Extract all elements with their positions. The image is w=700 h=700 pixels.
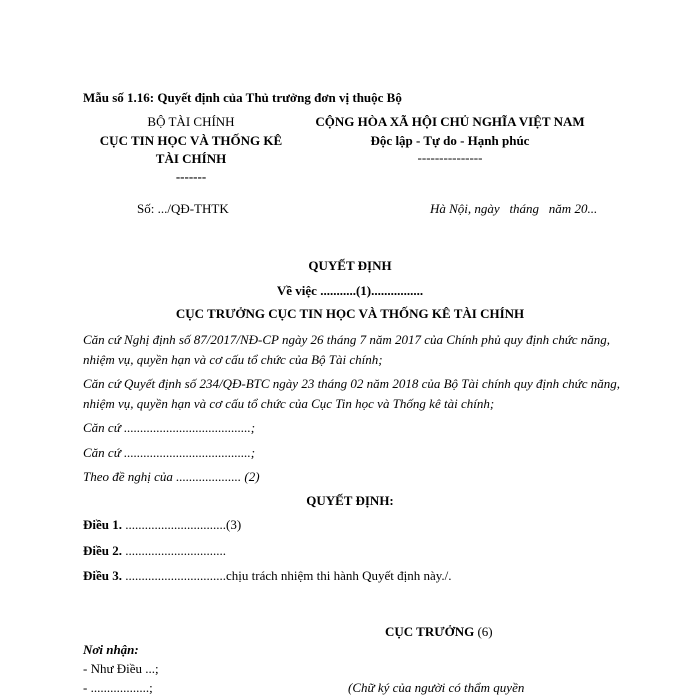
legal-basis: Căn cứ Quyết định số 234/QĐ-BTC ngày 23 tháng 02 năm 2018 của Bộ Tài chính quy định chức năng, nhiệm vụ, quyền hạn và cơ cấu tổ chức của Cục Tin học và Thống kê tài chính;: [83, 376, 621, 411]
left-separator: -------: [175, 169, 207, 184]
ministry-name: BỘ TÀI CHÍNH: [147, 114, 235, 129]
issuing-authority: CỤC TRƯỞNG CỤC TIN HỌC VÀ THỐNG KÊ TÀI CHÍNH: [175, 306, 525, 321]
signature-note: (Chữ ký của người có thẩm quyền: [348, 680, 525, 695]
article-2: [83, 543, 226, 559]
right-separator: ---------------: [417, 150, 483, 165]
recipient-item: - Như Điều ...;: [83, 661, 159, 676]
nation-motto: Độc lập - Tự do - Hạnh phúc: [370, 133, 530, 148]
form-label: Mẫu số 1.16: Quyết định của Thủ trưởng đơn vị thuộc Bộ: [83, 90, 402, 105]
decision-heading: QUYẾT ĐỊNH:: [306, 493, 394, 508]
signer-title: [385, 624, 493, 640]
article-text: ...............................(3): [122, 517, 242, 532]
recipient-item: - ..................;: [83, 680, 153, 695]
place-date: Hà Nội, ngày tháng năm 20...: [430, 201, 598, 216]
nation-name: CỘNG HÒA XÃ HỘI CHỦ NGHĨA VIỆT NAM: [315, 114, 585, 129]
legal-basis: Căn cứ .......................................;: [83, 420, 256, 435]
article-text: ...............................chịu trách nhiệm thi hành Quyết định này./.: [122, 568, 452, 583]
article-3: [83, 568, 452, 584]
article-text: ...............................: [122, 543, 226, 558]
recipients-heading: Nơi nhận:: [83, 642, 139, 657]
agency-name-line2: TÀI CHÍNH: [155, 151, 227, 166]
signer-position: CỤC TRƯỞNG: [385, 624, 475, 639]
document-number: Số: .../QĐ-THTK: [137, 201, 229, 216]
document-title: QUYẾT ĐỊNH: [308, 258, 392, 273]
legal-basis: Căn cứ Nghị định số 87/2017/NĐ-CP ngày 26 tháng 7 năm 2017 của Chính phủ quy định chức năng, nhiệm vụ, quyền hạn và cơ cấu tổ chức của Bộ Tài chính;: [83, 332, 611, 367]
proposal-line: Theo đề nghị của .................... (2): [83, 469, 260, 484]
signer-note: (6): [474, 624, 493, 639]
legal-basis: Căn cứ .......................................;: [83, 445, 256, 460]
article-label: Điều 2.: [83, 543, 122, 558]
article-label: Điều 1.: [83, 517, 122, 532]
article-1: [83, 517, 241, 533]
agency-name-line1: CỤC TIN HỌC VÀ THỐNG KÊ: [99, 133, 283, 148]
document-subject: Về việc ...........(1)................: [276, 283, 424, 298]
article-label: Điều 3.: [83, 568, 122, 583]
